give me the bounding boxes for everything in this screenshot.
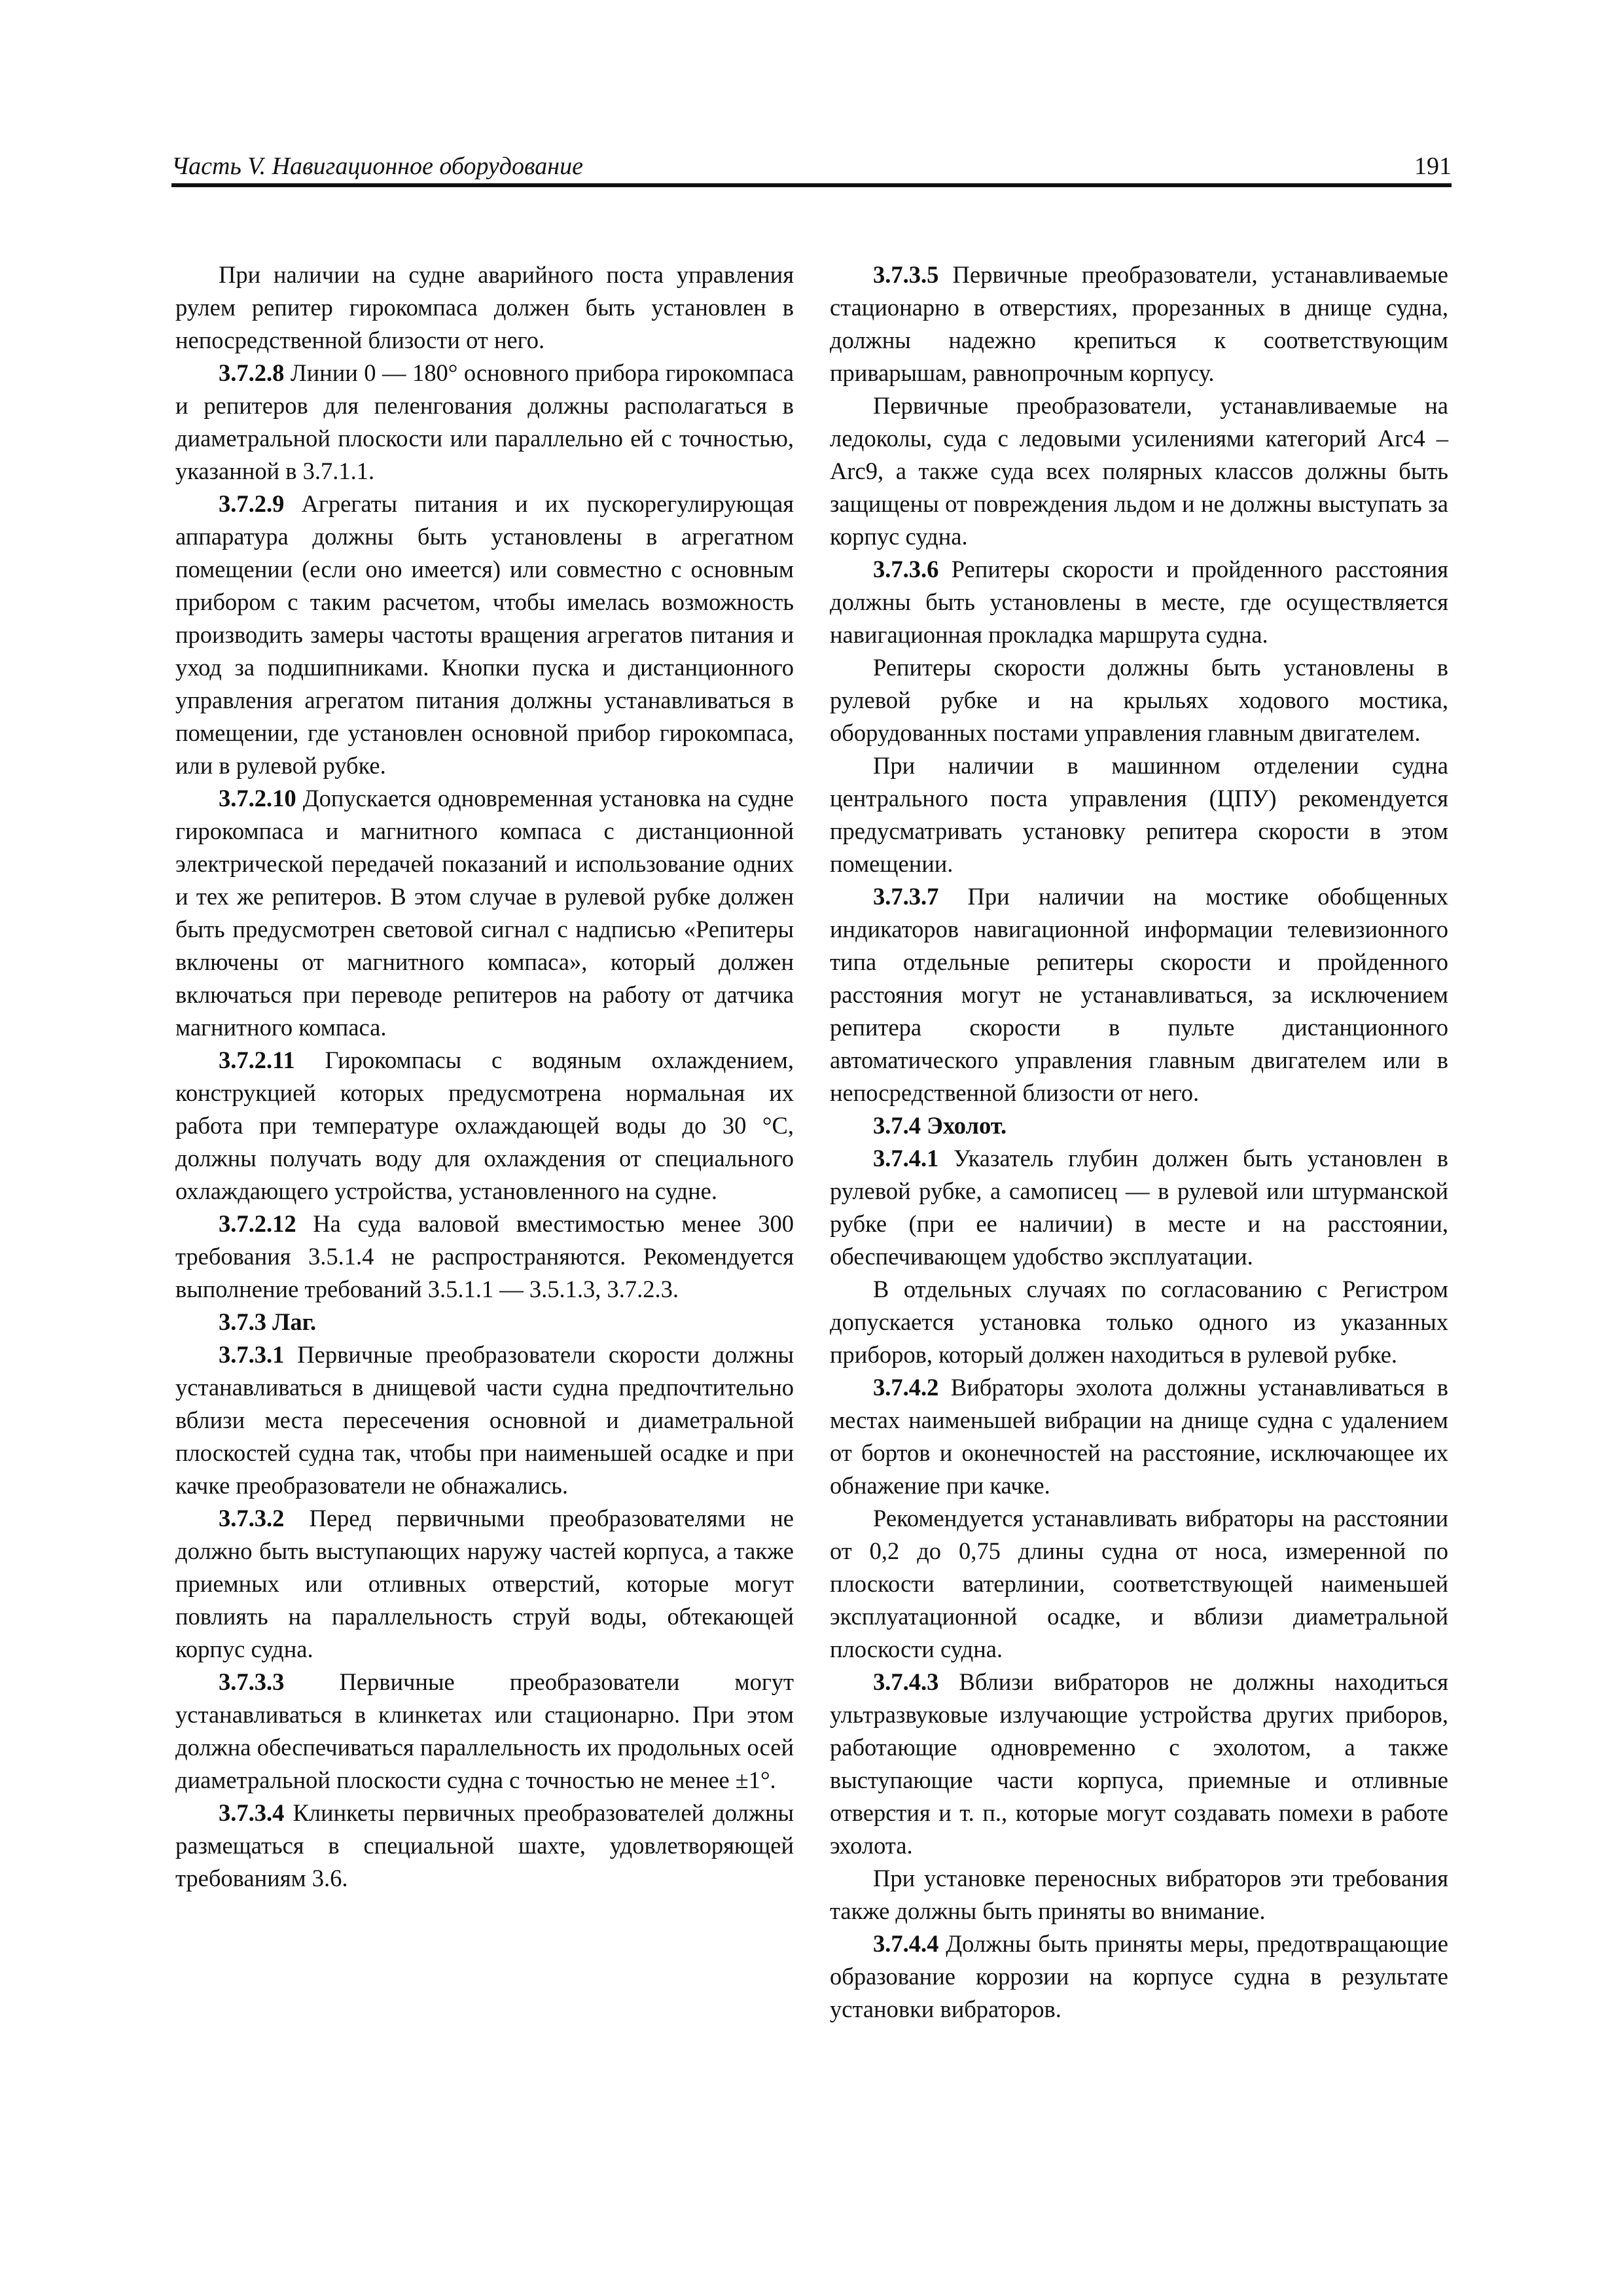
section-heading: 3.7.4 Эхолот. — [873, 1112, 1007, 1139]
paragraph: Репитеры скорости должны быть установлены в рулевой рубке и на крыльях ходового мостика, оборудованных постами управления главным двигателем. — [830, 654, 1448, 746]
paragraph: 3.7.2.8 Линии 0 — 180° основного прибора гирокомпаса и репитеров для пеленгования должны располагаться в диаметральной плоскости или параллельно ей с точностью, указанной в 3.7.1.1. — [175, 359, 794, 484]
running-header — [171, 143, 1452, 187]
paragraph: 3.7.4.4 Должны быть приняты меры, предотвращающие образование коррозии на корпусе судна в результате установки вибраторов. — [830, 1930, 1448, 2022]
paragraph: 3.7.4.2 Вибраторы эхолота должны устанавливаться в местах наименьшей вибрации на днище судна с удалением от бортов и оконечностей на расстояние, исключающее их обнажение при качке. — [830, 1374, 1448, 1499]
paragraph: 3.7.2.9 Агрегаты питания и их пускорегулирующая аппаратура должны быть установлены в агрегатном помещении (если оно имеется) или совместно с основным прибором с таким расчетом, чтобы имелась возможность производить замеры частоты вращения агрегатов питания и уход за подшипниками. Кнопки пуска и дистанционного управления агрегатом питания должны устанавливаться в помещении, где установлен основной прибор гирокомпаса, или в рулевой рубке. — [175, 490, 794, 779]
paragraph: Рекомендуется устанавливать вибраторы на расстоянии от 0,2 до 0,75 длины судна от носа, измеренной по плоскости ватерлинии, соответствующей наименьшей эксплуатационной осадке, и вблизи диаметральной плоскости судна. — [830, 1505, 1448, 1662]
paragraph: 3.7.4.3 Вблизи вибраторов не должны находиться ультразвуковые излучающие устройства других приборов, работающие одновременно с эхолотом, а также выступающие части корпуса, приемные и отливные отверстия и т. п., которые могут создавать помехи в работе эхолота. — [830, 1668, 1448, 1859]
paragraph: Первичные преобразователи, устанавливаемые на ледоколы, суда с ледовыми усилениями категорий Arc4 – Arc9, а также суда всех полярных классов должны быть защищены от повреждения льдом и не должны выступать за корпус судна. — [830, 392, 1448, 550]
page-number: 191 — [1414, 152, 1452, 180]
paragraph: 3.7.3.3 Первичные преобразователи могут устанавливаться в клинкетах или стационарно. При этом должна обеспечиваться параллельность их продольных осей диаметральной плоскости судна с точностью не менее ±1°. — [175, 1668, 794, 1793]
paragraph: 3.7.2.12 На суда валовой вместимостью менее 300 требования 3.5.1.4 не распространяются. Рекомендуется выполнение требований 3.5.1.1 — 3.5.1.3, 3.7.2.3. — [175, 1210, 794, 1302]
paragraph: В отдельных случаях по согласованию с Регистром допускается установка только одного из указанных приборов, который должен находиться в рулевой рубке. — [830, 1276, 1448, 1368]
paragraph: 3.7.4.1 Указатель глубин должен быть установлен в рулевой рубке, а самописец — в рулевой или штурманской рубке (при ее наличии) в месте и на расстоянии, обеспечивающем удобство эксплуатации. — [830, 1145, 1448, 1270]
paragraph: 3.7.3.2 Перед первичными преобразователями не должно быть выступающих наружу частей корпуса, а также приемных или отливных отверстий, которые могут повлиять на параллельность струй воды, обтекающей корпус судна. — [175, 1505, 794, 1662]
paragraph: При установке переносных вибраторов эти требования также должны быть приняты во внимание. — [830, 1865, 1448, 1924]
paragraph: При наличии в машинном отделении судна центрального поста управления (ЦПУ) рекомендуется предусматривать установку репитера скорости в этом помещении. — [830, 752, 1448, 877]
section-heading: 3.7.3 Лаг. — [219, 1308, 317, 1335]
paragraph: 3.7.2.10 Допускается одновременная установка на судне гирокомпаса и магнитного компаса с дистанционной электрической передачей показаний и использование одних и тех же репитеров. В этом случае в рулевой рубке должен быть предусмотрен световой сигнал с надписью «Репитеры включены от магнитного компаса», который должен включаться при переводе репитеров на работу от датчика магнитного компаса. — [175, 785, 794, 1041]
left-column — [175, 259, 794, 1895]
paragraph: 3.7.3.1 Первичные преобразователи скорости должны устанавливаться в днищевой части судна предпочтительно вблизи места пересечения основной и диаметральной плоскостей судна так, чтобы при наименьшей осадке и при качке преобразователи не обнажались. — [175, 1341, 794, 1499]
paragraph: 3.7.3.7 При наличии на мостике обобщенных индикаторов навигационной информации телевизионного типа отдельные репитеры скорости и пройденного расстояния могут не устанавливаться, за исключением репитера скорости в пульте дистанционного автоматического управления главным двигателем или в непосредственной близости от него. — [830, 883, 1448, 1106]
paragraph: 3.7.3.4 Клинкеты первичных преобразователей должны размещаться в специальной шахте, удовлетворяющей требованиям 3.6. — [175, 1799, 794, 1892]
paragraph: 3.7.3.5 Первичные преобразователи, устанавливаемые стационарно в отверстиях, прорезанных в днище судна, должны надежно крепиться к соответствующим приварышам, равнопрочным корпусу. — [830, 261, 1448, 386]
header-title: Часть V. Навигационное оборудование — [171, 152, 583, 180]
right-column — [830, 259, 1448, 2026]
paragraph: При наличии на судне аварийного поста управления рулем репитер гирокомпаса должен быть установлен в непосредственной близости от него. — [175, 261, 794, 353]
paragraph: 3.7.2.11 Гирокомпасы с водяным охлаждением, конструкцией которых предусмотрена нормальная их работа при температуре охлаждающей воды до 30 °C, должны получать воду для охлаждения от специального охлаждающего устройства, установленного на судне. — [175, 1047, 794, 1204]
paragraph: 3.7.3.6 Репитеры скорости и пройденного расстояния должны быть установлены в месте, где осуществляется навигационная прокладка маршрута судна. — [830, 556, 1448, 648]
